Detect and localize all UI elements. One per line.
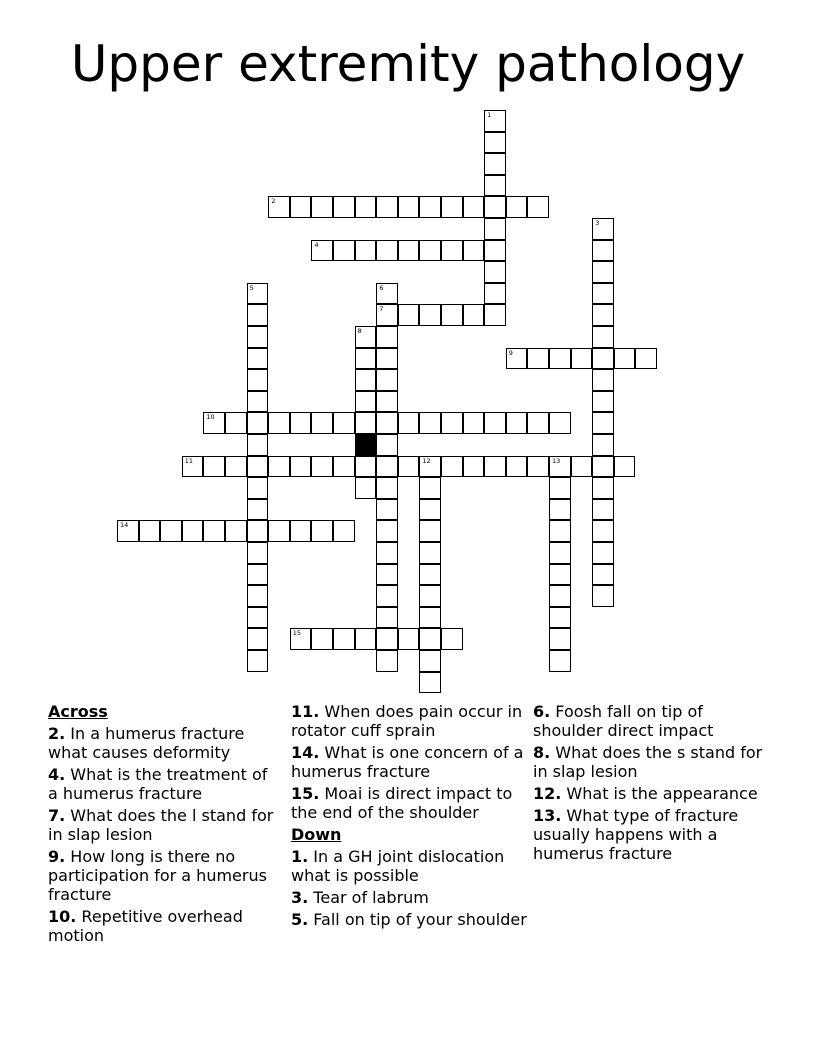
grid-cell[interactable] [506,412,528,434]
grid-cell[interactable] [376,304,398,326]
grid-cell[interactable] [333,412,355,434]
clue-item-text: Foosh fall on tip of shoulder direct impact [533,702,714,740]
grid-cell[interactable] [419,607,441,629]
grid-cell[interactable] [549,628,571,650]
grid-cell[interactable] [247,283,269,305]
grid-cell[interactable] [484,304,506,326]
grid-cell[interactable] [311,628,333,650]
grid-cell[interactable] [419,672,441,694]
grid-cell[interactable] [376,456,398,478]
clue-number: 12 [422,456,431,465]
grid-cell[interactable] [484,175,506,197]
clue-number: 13 [552,456,561,465]
clue-item [48,907,278,945]
grid-cell[interactable] [549,650,571,672]
grid-cell[interactable] [398,196,420,218]
clue-item [291,888,529,907]
grid-cell[interactable] [549,477,571,499]
clue-item-text: Moai is direct impact to the end of the shoulder [291,784,513,822]
grid-cell[interactable] [355,348,377,370]
clue-item [48,765,278,803]
clue-number: 2 [271,197,276,206]
grid-cell[interactable] [549,607,571,629]
grid-cell[interactable] [333,628,355,650]
clue-item [533,784,773,803]
grid-cell[interactable] [592,326,614,348]
grid-cell[interactable] [247,564,269,586]
grid-cell[interactable] [398,240,420,262]
clue-item [291,702,529,740]
grid-cell[interactable] [527,412,549,434]
grid-cell[interactable] [419,499,441,521]
grid-cell[interactable] [355,456,377,478]
grid-cell[interactable] [225,412,247,434]
grid-cell[interactable] [355,369,377,391]
grid-cell[interactable] [247,456,269,478]
grid-cell[interactable] [376,542,398,564]
grid-cell[interactable] [247,477,269,499]
grid-cell[interactable] [355,477,377,499]
grid-cell[interactable] [355,326,377,348]
grid-cell[interactable] [268,412,290,434]
grid-cell[interactable] [592,585,614,607]
grid-cell[interactable] [592,218,614,240]
grid-cell[interactable] [247,348,269,370]
grid-cell[interactable] [139,520,161,542]
grid-cell[interactable] [484,283,506,305]
clues-column-1 [48,702,278,948]
clue-item-text: In a humerus fracture what causes deformity [48,724,245,762]
grid-cell[interactable] [592,240,614,262]
clue-item-number: 2. [48,724,66,743]
grid-cell[interactable] [203,456,225,478]
grid-cell[interactable] [463,412,485,434]
grid-cell[interactable] [527,196,549,218]
grid-cell[interactable] [592,369,614,391]
grid-cell[interactable] [398,456,420,478]
grid-cell[interactable] [290,456,312,478]
grid-cell[interactable] [614,456,636,478]
grid-cell[interactable] [398,304,420,326]
grid-cell[interactable] [506,456,528,478]
grid-cell[interactable] [311,412,333,434]
clue-number: 9 [508,348,513,357]
clue-number: 3 [595,219,600,227]
grid-cell[interactable] [592,542,614,564]
grid-cell[interactable] [355,196,377,218]
grid-cell[interactable] [549,456,571,478]
grid-cell[interactable] [247,434,269,456]
grid-cell[interactable] [441,412,463,434]
grid-cell[interactable] [419,520,441,542]
grid-cell[interactable] [398,412,420,434]
grid-cell[interactable] [247,628,269,650]
grid-cell[interactable] [247,542,269,564]
grid-cell[interactable] [203,520,225,542]
clue-item-number: 9. [48,847,66,866]
grid-cell[interactable] [247,520,269,542]
clue-item-number: 15. [291,784,320,803]
grid-cell[interactable] [419,412,441,434]
grid-cell[interactable] [203,412,225,434]
across-heading: Across [48,702,108,721]
grid-cell[interactable] [419,585,441,607]
clue-item-number: 14. [291,743,320,762]
grid-cell[interactable] [247,650,269,672]
down-heading: Down [291,825,342,844]
grid-cell[interactable] [311,196,333,218]
clue-item-number: 12. [533,784,562,803]
clue-item-number: 13. [533,806,562,825]
grid-cell[interactable] [592,520,614,542]
clue-item-number: 7. [48,806,66,825]
grid-cell[interactable] [506,348,528,370]
grid-cell[interactable] [376,628,398,650]
clues-column-2 [291,702,529,932]
grid-cell[interactable] [441,196,463,218]
grid-cell[interactable] [247,369,269,391]
grid-cell[interactable] [419,542,441,564]
grid-cell[interactable] [463,240,485,262]
clue-item-text: When does pain occur in rotator cuff sprain [291,702,523,740]
grid-cell[interactable] [549,520,571,542]
grid-cell[interactable] [419,240,441,262]
clue-item-number: 6. [533,702,551,721]
clue-item-text: Tear of labrum [308,888,429,907]
clue-number: 11 [184,456,194,465]
grid-cell[interactable] [160,520,182,542]
clue-number: 1 [487,111,492,119]
clue-item-number: 11. [291,702,320,721]
grid-cell[interactable] [592,283,614,305]
grid-cell[interactable] [290,412,312,434]
clue-number: 4 [314,240,319,249]
grid-cell[interactable] [484,240,506,262]
clue-item-number: 5. [291,910,309,929]
grid-cell[interactable] [355,391,377,413]
grid-cell[interactable] [117,520,139,542]
grid-cell[interactable] [247,304,269,326]
grid-cell[interactable] [484,110,506,132]
grid-cell[interactable] [463,304,485,326]
clue-item [291,743,529,781]
grid-cell[interactable] [419,304,441,326]
clue-item-text: Repetitive overhead motion [48,907,243,945]
grid-cell[interactable] [441,240,463,262]
grid-cell[interactable] [549,542,571,564]
grid-cell[interactable] [376,434,398,456]
clue-item-number: 1. [291,847,309,866]
grid-cell[interactable] [484,456,506,478]
grid-cell[interactable] [592,261,614,283]
grid-cell[interactable] [290,628,312,650]
clue-item-text: In a GH joint dislocation what is possible [291,847,505,885]
grid-cell[interactable] [592,348,614,370]
clue-item [291,847,529,885]
grid-cell[interactable] [484,132,506,154]
clue-item-text: What is the appearance [561,784,758,803]
grid-cell[interactable] [247,326,269,348]
grid-cell[interactable] [441,304,463,326]
grid-cell[interactable] [419,456,441,478]
grid-cell[interactable] [376,564,398,586]
grid-cell[interactable] [592,477,614,499]
grid-cell[interactable] [635,348,657,370]
grid-cell[interactable] [268,196,290,218]
grid-cell[interactable] [376,585,398,607]
clues-column-3 [533,702,773,866]
grid-cell[interactable] [592,434,614,456]
grid-cell[interactable] [549,348,571,370]
grid-cell[interactable] [419,477,441,499]
grid-cell[interactable] [376,348,398,370]
grid-cell[interactable] [484,196,506,218]
grid-cell[interactable] [441,628,463,650]
grid-cell[interactable] [376,391,398,413]
grid-cell[interactable] [225,520,247,542]
clue-item-number: 4. [48,765,66,784]
clue-item-text: What does the l stand for in slap lesion [48,806,274,844]
grid-cell[interactable] [311,520,333,542]
grid-cell[interactable] [376,369,398,391]
grid-cell[interactable] [290,196,312,218]
grid-cell[interactable] [376,499,398,521]
clue-item-text: What is one concern of a humerus fracture [291,743,524,781]
clue-item-number: 3. [291,888,309,907]
grid-cell[interactable] [571,348,593,370]
grid-cell[interactable] [268,456,290,478]
grid-cell[interactable] [592,499,614,521]
grid-cell[interactable] [614,348,636,370]
clue-item [533,702,773,740]
grid-cell[interactable] [376,326,398,348]
grid-cell[interactable] [549,585,571,607]
grid-cell[interactable] [592,412,614,434]
grid-cell[interactable] [571,456,593,478]
grid-cell[interactable] [376,520,398,542]
grid-cell[interactable] [484,218,506,240]
grid-cell[interactable] [592,564,614,586]
grid-cell[interactable] [247,391,269,413]
clue-item [48,806,278,844]
grid-cell[interactable] [355,240,377,262]
clue-item-text: What is the treatment of a humerus fracture [48,765,268,803]
clue-item [533,743,773,781]
grid-cell[interactable] [225,456,247,478]
clue-number: 5 [249,283,254,292]
clue-number: 14 [120,521,129,530]
clue-item [48,847,278,904]
clue-item-text: How long is there no participation for a humerus fracture [48,847,267,904]
grid-cell[interactable] [484,153,506,175]
grid-cell[interactable] [333,520,355,542]
grid-cell[interactable] [549,564,571,586]
grid-cell[interactable] [398,628,420,650]
grid-cell[interactable] [549,412,571,434]
grid-cell[interactable] [376,196,398,218]
clue-item [48,724,278,762]
grid-cell[interactable] [182,456,204,478]
grid-cell[interactable] [484,261,506,283]
grid-cell[interactable] [376,412,398,434]
grid-cell[interactable] [376,607,398,629]
grid-cell[interactable] [592,304,614,326]
clue-item-text: Fall on tip of your shoulder [308,910,527,929]
grid-cell[interactable] [247,607,269,629]
grid-cell[interactable] [376,240,398,262]
grid-cell[interactable] [463,196,485,218]
grid-cell[interactable] [311,240,333,262]
grid-cell[interactable] [182,520,204,542]
clue-item-number: 8. [533,743,551,762]
grid-cell[interactable] [247,585,269,607]
grid-cell[interactable] [247,412,269,434]
clue-item [291,910,529,929]
grid-cell[interactable] [506,196,528,218]
grid-cell[interactable] [419,628,441,650]
grid-cell[interactable] [484,412,506,434]
clue-number: 8 [357,327,362,335]
clue-number: 6 [379,283,384,292]
grid-cell[interactable] [527,456,549,478]
grid-cell[interactable] [290,520,312,542]
grid-cell[interactable] [549,499,571,521]
clue-number: 7 [379,305,384,314]
grid-cell[interactable] [376,650,398,672]
grid-cell[interactable] [355,412,377,434]
grid-cell[interactable] [376,283,398,305]
grid-cell[interactable] [311,456,333,478]
grid-cell[interactable] [419,196,441,218]
grid-cell[interactable] [419,564,441,586]
grid-cell[interactable] [441,456,463,478]
clue-number: 10 [206,413,215,422]
grid-cell[interactable] [268,520,290,542]
grid-cell[interactable] [419,650,441,672]
grid-cell[interactable] [463,456,485,478]
clue-item-text: What does the s stand for in slap lesion [533,743,763,781]
grid-cell[interactable] [333,240,355,262]
clue-item-text: What type of fracture usually happens with a humerus fracture [533,806,739,863]
clue-item [533,806,773,863]
clue-item-number: 10. [48,907,77,926]
black-square [355,434,377,456]
clue-item [291,784,529,822]
puzzle-title: Upper extremity pathology [70,35,746,93]
clue-number: 15 [292,629,302,638]
grid-cell[interactable] [333,196,355,218]
grid-cell[interactable] [355,628,377,650]
grid-cell[interactable] [592,456,614,478]
grid-cell[interactable] [592,391,614,413]
grid-cell[interactable] [247,499,269,521]
grid-cell[interactable] [527,348,549,370]
grid-cell[interactable] [333,456,355,478]
grid-cell[interactable] [376,477,398,499]
